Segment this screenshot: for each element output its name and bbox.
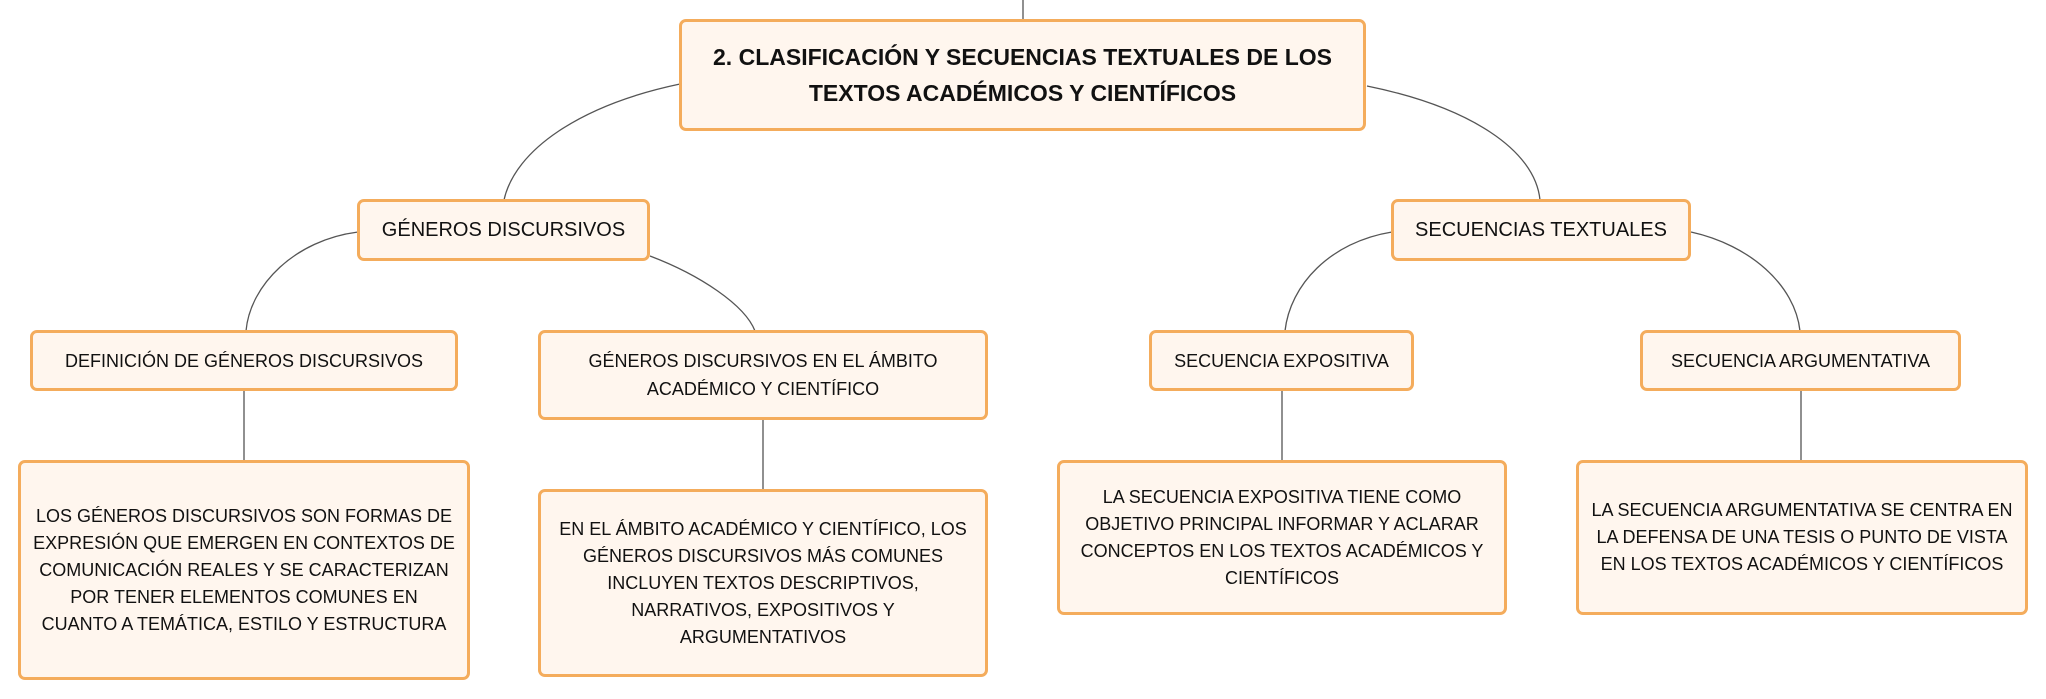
detail-secuencia-expositiva[interactable] (1057, 460, 1507, 615)
node-secuencia-expositiva-label: SECUENCIA EXPOSITIVA (1174, 350, 1389, 371)
detail-secuencia-expositiva-text: LA SECUENCIA EXPOSITIVA TIENE COMO OBJETIVO PRINCIPAL INFORMAR Y ACLARAR CONCEPTOS EN LOS TEXTOS ACADÉMICOS Y CIENTÍFICOS (1080, 486, 1484, 588)
node-definicion-generos-label: DEFINICIÓN DE GÉNEROS DISCURSIVOS (64, 350, 424, 371)
detail-generos-ambito-academico[interactable] (538, 489, 988, 677)
detail-secuencia-argumentativa[interactable] (1576, 460, 2028, 615)
node-secuencia-argumentativa-label: SECUENCIA ARGUMENTATIVA (1670, 350, 1931, 371)
detail-secuencia-argumentativa-text: LA SECUENCIA ARGUMENTATIVA SE CENTRA EN LA DEFENSA DE UNA TESIS O PUNTO DE VISTA EN LOS TEXTOS ACADÉMICOS Y CIENTÍFICOS (1591, 500, 2013, 574)
branch-secuencias-textuales[interactable] (1391, 199, 1691, 261)
branch-generos-discursivos[interactable] (357, 199, 650, 261)
detail-definicion-generos[interactable] (18, 460, 470, 680)
connector-root-secuencias (1367, 86, 1540, 200)
root-topic[interactable] (679, 19, 1366, 131)
connector-secuencias-argumentativa (1691, 232, 1800, 331)
node-definicion-generos[interactable] (30, 330, 458, 391)
branch-generos-discursivos-label: GÉNEROS DISCURSIVOS (381, 219, 626, 241)
root-topic-label: 2. CLASIFICACIÓN Y SECUENCIAS TEXTUALES DE LOS TEXTOS ACADÉMICOS Y CIENTÍFICOS (713, 44, 1332, 106)
node-generos-ambito-academico-label: GÉNEROS DISCURSIVOS EN EL ÁMBITO ACADÉMICO Y CIENTÍFICO (588, 351, 938, 399)
connector-generos-definicion (246, 232, 358, 331)
node-secuencia-expositiva[interactable] (1149, 330, 1414, 391)
detail-definicion-generos-text: LOS GÉNEROS DISCURSIVOS SON FORMAS DE EXPRESIÓN QUE EMERGEN EN CONTEXTOS DE COMUNICACIÓN REALES Y SE CARACTERIZAN POR TENER ELEMENTOS COMUNES EN CUANTO A TEMÁTICA, ESTILO Y ESTRUCTURA (33, 505, 455, 634)
connector-generos-ambito (650, 256, 755, 331)
node-secuencia-argumentativa[interactable] (1640, 330, 1961, 391)
connector-secuencias-expositiva (1285, 232, 1392, 331)
connector-root-generos (504, 84, 680, 200)
node-generos-ambito-academico[interactable] (538, 330, 988, 420)
detail-generos-ambito-academico-text: EN EL ÁMBITO ACADÉMICO Y CIENTÍFICO, LOS GÉNEROS DISCURSIVOS MÁS COMUNES INCLUYEN TEXTOS DESCRIPTIVOS, NARRATIVOS, EXPOSITIVOS Y ARGUMENTATIVOS (559, 518, 967, 647)
branch-secuencias-textuales-label: SECUENCIAS TEXTUALES (1415, 219, 1667, 241)
